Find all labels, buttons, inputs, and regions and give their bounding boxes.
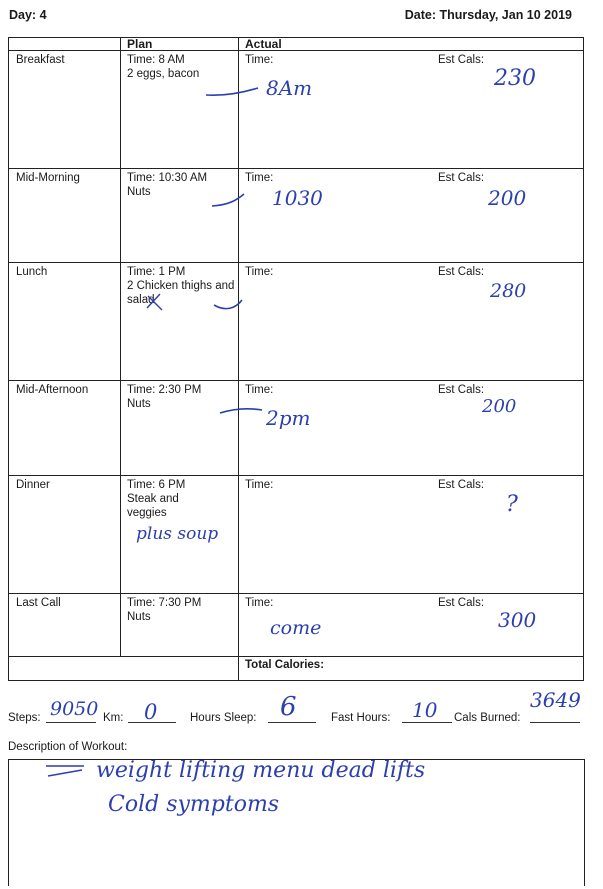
total-calories-label: Total Calories: [245,659,325,671]
workout-description-line2: Cold symptoms [108,792,280,817]
est-cals-label: Est Cals: [438,266,485,278]
meal-name: Dinner [16,479,50,491]
actual-time-value: 1030 [272,186,323,210]
steps-value[interactable]: 9050 [50,698,99,720]
workout-description-label: Description of Workout: [8,741,128,753]
actual-time-label: Time: [245,479,274,491]
plan-time: Time: 1 PM [127,266,186,278]
hours-sleep-label: Hours Sleep: [190,712,257,724]
plan-food: Steak and veggies [127,493,179,519]
workout-description-line1: weight lifting menu dead lifts [96,758,426,783]
actual-time-label: Time: [245,266,274,278]
fast-hours-value[interactable]: 10 [412,698,438,722]
actual-time-value: 8Am [266,76,313,100]
date-label: Date: Thursday, Jan 10 2019 [404,8,572,22]
hours-sleep-value[interactable]: 6 [280,692,297,722]
actual-time-label: Time: [245,172,274,184]
plan-time: Time: 6 PM [127,479,186,491]
cals-burned-value[interactable]: 3649 [530,688,581,712]
est-cals-value: 200 [482,396,517,417]
meal-name: Lunch [16,266,48,278]
est-cals-label: Est Cals: [438,172,485,184]
plan-time: Time: 2:30 PM [127,384,202,396]
plan-food: Nuts [127,611,151,623]
est-cals-value: 280 [490,280,527,302]
meal-name: Last Call [16,597,61,609]
plan-food: Nuts [127,186,151,198]
meal-name: Breakfast [16,54,65,66]
est-cals-label: Est Cals: [438,597,485,609]
est-cals-label: Est Cals: [438,479,485,491]
plan-food: 2 Chicken thighs and salad [127,280,235,306]
est-cals-value: ? [506,492,518,517]
plan-food: 2 eggs, bacon [127,68,200,80]
plan-column-header: Plan [127,37,153,51]
est-cals-value: 300 [498,608,537,632]
est-cals-value: 230 [494,66,536,91]
plan-time: Time: 8 AM [127,54,185,66]
actual-time-label: Time: [245,597,274,609]
plan-time: Time: 10:30 AM [127,172,208,184]
actual-time-value: 2pm [266,406,311,430]
est-cals-label: Est Cals: [438,54,485,66]
plan-note: plus soup [136,524,219,544]
actual-time-value: come [270,617,322,639]
cals-burned-label: Cals Burned: [454,712,521,724]
plan-time: Time: 7:30 PM [127,597,202,609]
est-cals-label: Est Cals: [438,384,485,396]
steps-label: Steps: [8,712,41,724]
km-label: Km: [103,712,124,724]
meal-name: Mid-Afternoon [16,384,89,396]
est-cals-value: 200 [488,186,527,210]
day-label: Day: 4 [9,8,47,22]
actual-time-label: Time: [245,384,274,396]
meal-name: Mid-Morning [16,172,80,184]
actual-time-label: Time: [245,54,274,66]
plan-food: Nuts [127,398,151,410]
km-value[interactable]: 0 [144,700,158,724]
fast-hours-label: Fast Hours: [331,712,391,724]
actual-column-header: Actual [245,37,282,51]
